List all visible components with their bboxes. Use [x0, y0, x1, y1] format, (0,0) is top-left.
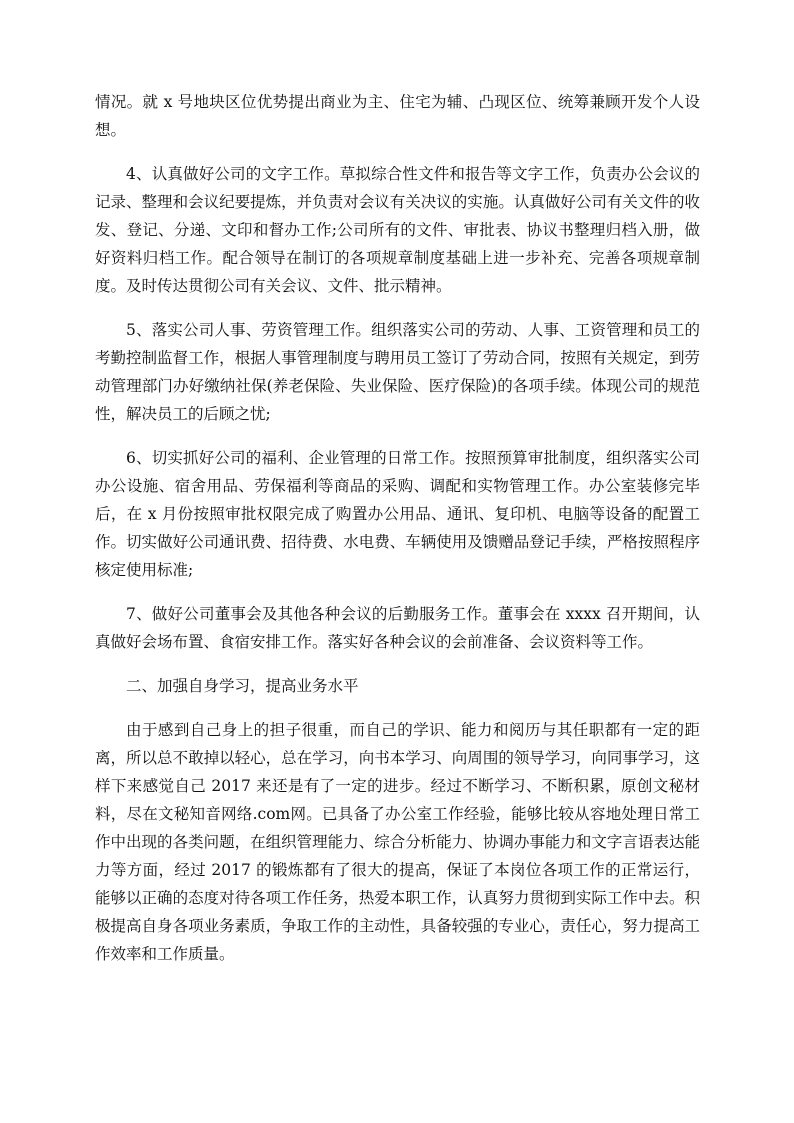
- paragraph-item-4: 4、认真做好公司的文字工作。草拟综合性文件和报告等文字工作，负责办公会议的记录、整理和会议纪要提炼，并负责对会议有关决议的实施。认真做好公司有关文件的收发、登记、分递、文印和督办工作;公司所有的文件、审批表、协议书整理归档入册，做好资料归档工作。配合领导在制订的各项规章制度基础上进一步补充、完善各项规章制度。及时传达贯彻公司有关会议、文件、批示精神。: [95, 165, 700, 295]
- paragraph-self-study: 由于感到自己身上的担子很重，而自己的学识、能力和阅历与其任职都有一定的距离，所以总不敢掉以轻心，总在学习，向书本学习、向周围的领导学习，向同事学习，这样下来感觉自己 2017 来还是有了一定的进步。经过不断学习、不断积累，原创文秘材料，尽在文秘知音网络.com网。已具备了办公室工作经验，能够比较从容地处理日常工作中出现的各类问题，在组织管理能力、综合分析能力、协调办事能力和文字言语表达能力等方面，经过 2017 的锻炼都有了很大的提高，保证了本岗位各项工作的正常运行，能够以正确的态度对待各项工作任务，热爱本职工作，认真努力贯彻到实际工作中去。积极提高自身各项业务素质，争取工作的主动性，具备较强的专业心，责任心，努力提高工作效率和工作质量。: [95, 721, 700, 963]
- paragraph-item-7: 7、做好公司董事会及其他各种会议的后勤服务工作。董事会在 xxxx 召开期间，认真做好会场布置、食宿安排工作。落实好各种会议的会前准备、会议资料等工作。: [95, 605, 700, 651]
- paragraph-item-6: 6、切实抓好公司的福利、企业管理的日常工作。按照预算审批制度，组织落实公司办公设施、宿舍用品、劳保福利等商品的采购、调配和实物管理工作。办公室装修完毕后，在 x 月份按照审批权限完成了购置办公用品、通讯、复印机、电脑等设备的配置工作。切实做好公司通讯费、招待费、水电费、车辆使用及馈赠品登记手续，严格按照程序核定使用标准;: [95, 449, 700, 579]
- document-body: [95, 88, 700, 984]
- paragraph-continuation: 情况。就 x 号地块区位优势提出商业为主、住宅为辅、凸现区位、统筹兼顾开发个人设想。: [95, 93, 700, 139]
- paragraph-item-5: 5、落实公司人事、劳资管理工作。组织落实公司的劳动、人事、工资管理和员工的考勤控制监督工作，根据人事管理制度与聘用员工签订了劳动合同，按照有关规定，到劳动管理部门办好缴纳社保(养老保险、失业保险、医疗保险)的各项手续。体现公司的规范性，解决员工的后顾之忧;: [95, 321, 700, 423]
- section-heading: 二、加强自身学习，提高业务水平: [126, 677, 359, 695]
